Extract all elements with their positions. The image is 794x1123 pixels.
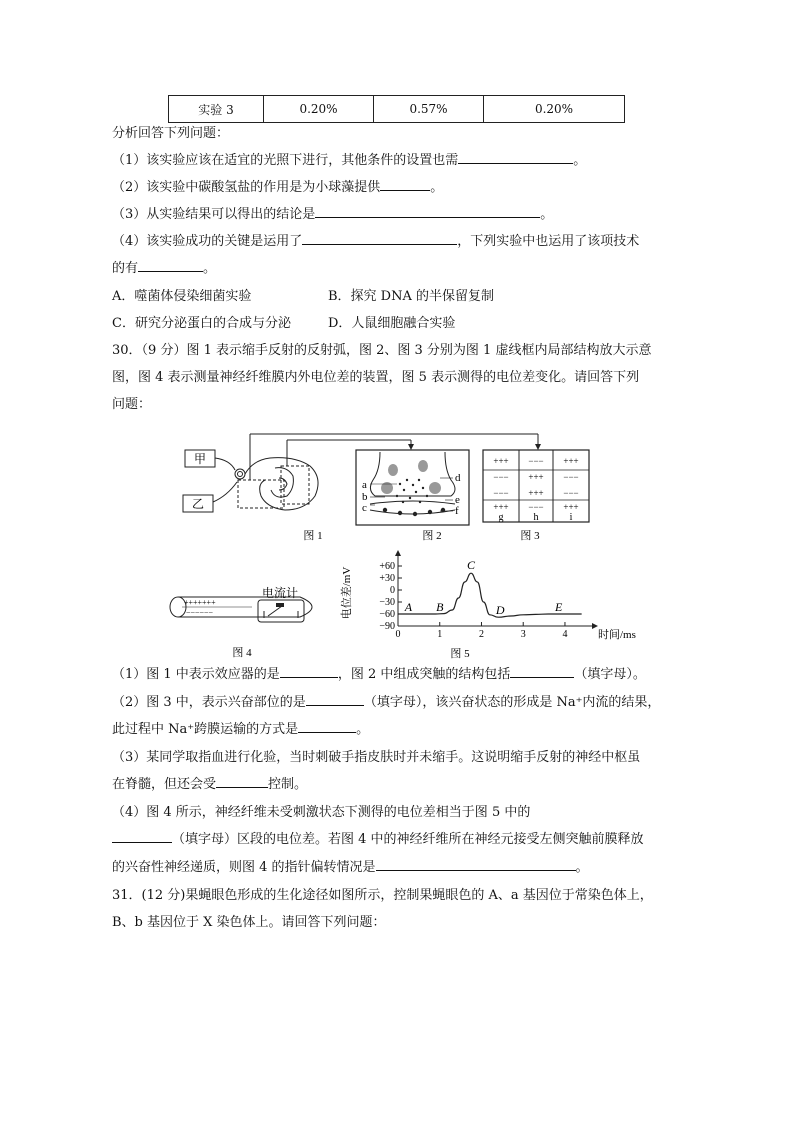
- q30-stem-line3: 问题：: [112, 397, 152, 412]
- chart-x-tick-label: 1: [437, 629, 443, 640]
- q30-3b: 在脊髓，但还会受: [112, 777, 217, 792]
- q30-2d: 。: [356, 722, 370, 737]
- q31-stem-line2: B、b 基因位于 X 染色体上。请回答下列问题：: [112, 915, 386, 930]
- table-cell: 0.57%: [374, 96, 484, 123]
- chart-xlabel: 时间/ms: [598, 629, 636, 641]
- q29-p2-end: 。: [430, 180, 444, 195]
- q29-p4-text: （4）该实验成功的关键是运用了: [112, 234, 303, 249]
- answer-blank[interactable]: [298, 718, 356, 733]
- label-jia: 甲: [193, 452, 207, 466]
- q30-part4-cont: [112, 827, 644, 853]
- option-c[interactable]: C．研究分泌蛋白的合成与分泌: [112, 316, 291, 331]
- chart-annotation: B: [436, 600, 444, 614]
- chart-annotation: C: [467, 558, 476, 573]
- charge: −−−: [493, 472, 509, 482]
- fig1-caption: 图 1: [303, 530, 323, 542]
- fig2-label-b: b: [362, 491, 368, 503]
- answer-blank[interactable]: [315, 203, 540, 218]
- charge: +++: [528, 472, 544, 482]
- fig5-caption: 图 5: [450, 648, 470, 660]
- q30-part2-cont: [112, 717, 369, 743]
- charge: −−−: [563, 488, 579, 498]
- q30-4b: （填字母）区段的电位差。若图 4 中的神经纤维所在神经元接受左侧突触前膜释放: [172, 832, 644, 847]
- chart-y-tick-label: 0: [390, 585, 395, 596]
- table-cell: 0.20%: [264, 96, 374, 123]
- q30-4c: 的兴奋性神经递质，则图 4 的指针偏转情况是: [112, 860, 376, 875]
- fig2-label-a: a: [362, 479, 367, 491]
- answer-blank[interactable]: [458, 149, 573, 164]
- q29-part4: [112, 229, 639, 255]
- answer-blank[interactable]: [280, 663, 338, 678]
- label-yi: 乙: [191, 497, 205, 511]
- q29-p4b-end: 。: [203, 261, 217, 276]
- answer-blank[interactable]: [510, 663, 574, 678]
- q29-part1: [112, 148, 586, 174]
- answer-blank[interactable]: [112, 828, 172, 843]
- table-cell: 实验 3: [169, 96, 264, 123]
- fig4-caption: 图 4: [232, 647, 252, 659]
- fig2-label-d: d: [455, 472, 461, 484]
- charge: −−−: [528, 502, 544, 512]
- chart-y-tick-label: +30: [379, 573, 395, 584]
- charge: +++: [493, 456, 509, 466]
- q30-4d: 。: [575, 860, 589, 875]
- charge: +++: [563, 502, 579, 512]
- q30-2b: （填字母），该兴奋状态的形成是 Na⁺内流的结果，: [363, 695, 661, 710]
- charge: −−−: [493, 488, 509, 498]
- q29-intro: 分析回答下列问题：: [112, 126, 230, 141]
- fig3-label-h: h: [533, 512, 539, 523]
- q30-part3-cont: [112, 772, 307, 798]
- fig4-meter-label: 电流计: [262, 586, 299, 600]
- q30-stem-line2: 图，图 4 表示测量神经纤维膜内外电位差的装置，图 5 表示测得的电位差变化。请回答下列: [112, 370, 640, 385]
- table-cell: 0.20%: [484, 96, 625, 123]
- answer-blank[interactable]: [306, 691, 364, 706]
- chart-ylabel: 电位差/mV: [341, 566, 353, 620]
- chart-x-tick-label: 4: [562, 629, 568, 640]
- charge: −−−: [528, 456, 544, 466]
- answer-blank[interactable]: [138, 257, 203, 272]
- table-row: [169, 96, 625, 123]
- chart-x-tick-label: 3: [520, 629, 526, 640]
- q29-p3-text: （3）从实验结果可以得出的结论是: [112, 207, 316, 222]
- q29-part3: [112, 202, 553, 228]
- q29-p4-end: ，下列实验中也运用了该项技术: [457, 234, 640, 249]
- fig2-label-c: c: [362, 502, 367, 514]
- fig2-label-e: e: [455, 494, 460, 506]
- results-table: [168, 95, 625, 123]
- q29-p1-end: 。: [573, 153, 587, 168]
- q29-p4b-text: 的有: [112, 261, 139, 276]
- q29-p1-text: （1）该实验应该在适宜的光照下进行，其他条件的设置也需: [112, 153, 459, 168]
- option-a[interactable]: A．噬菌体侵染细菌实验: [112, 289, 252, 304]
- chart-y-arrow: [395, 550, 401, 556]
- q30-part4-cont2: [112, 855, 589, 881]
- q30-1c: （填字母）。: [574, 667, 646, 682]
- chart-annotation: A: [404, 600, 413, 614]
- q31-stem-line1: 31．(12 分)果蝇眼色形成的生化途径如图所示，控制果蝇眼色的 A、a 基因位于常染色体上，: [112, 888, 653, 903]
- chart-y-tick-label: +60: [379, 561, 395, 572]
- figure-4-galvanometer: [160, 582, 320, 662]
- fig2-label-f: f: [455, 505, 459, 517]
- fig2-caption: 图 2: [422, 530, 442, 542]
- q30-3c: 控制。: [268, 777, 308, 792]
- figure-5-potential-chart: [340, 548, 640, 663]
- chart-x-tick-label: 0: [395, 629, 401, 640]
- q30-1b: ，图 2 中组成突触的结构包括: [337, 667, 511, 682]
- q30-part2: [112, 690, 660, 716]
- charge: +++: [493, 502, 509, 512]
- figures-1-2-3: [175, 422, 579, 547]
- chart-y-tick-label: −30: [379, 597, 395, 608]
- answer-blank[interactable]: [216, 773, 268, 788]
- figure-3-membrane-charges: [483, 450, 589, 542]
- figure-2-synapse: [356, 450, 469, 542]
- chart-x-tick-label: 2: [478, 629, 484, 640]
- fig4-minus: −−−−−−: [186, 608, 214, 617]
- q29-p2-text: （2）该实验中碳酸氢盐的作用是为小球藻提供: [112, 180, 381, 195]
- q29-part4-cont: [112, 256, 216, 282]
- option-d[interactable]: D．人鼠细胞融合实验: [328, 316, 456, 331]
- option-b[interactable]: B．探究 DNA 的半保留复制: [328, 289, 495, 304]
- fig3-label-g: g: [498, 512, 504, 523]
- charge: +++: [528, 488, 544, 498]
- fig3-label-i: i: [569, 512, 573, 523]
- fig3-caption: 图 3: [520, 530, 540, 542]
- q30-2c: 此过程中 Na⁺跨膜运输的方式是: [112, 722, 299, 737]
- charge: +++: [563, 456, 579, 466]
- q30-part3: （3）某同学取指血进行化验，当时刺破手指皮肤时并未缩手。这说明缩手反射的神经中枢虽: [112, 750, 641, 765]
- answer-blank[interactable]: [302, 230, 457, 245]
- q29-part2: [112, 175, 443, 201]
- q30-part4: （4）图 4 所示，神经纤维未受刺激状态下测得的电位差相当于图 5 中的: [112, 805, 531, 820]
- q29-p3-end: 。: [540, 207, 554, 222]
- charge: −−−: [563, 472, 579, 482]
- chart-annotation: E: [555, 600, 563, 614]
- q30-part1: [112, 662, 646, 688]
- answer-blank[interactable]: [380, 176, 430, 191]
- q30-2a: （2）图 3 中，表示兴奋部位的是: [112, 695, 306, 710]
- q30-stem-line1: 30．（9 分）图 1 表示缩手反射的反射弧，图 2、图 3 分别为图 1 虚线框内局部结构放大示意: [112, 343, 652, 358]
- chart-y-tick-label: −90: [379, 621, 395, 632]
- chart-y-tick-label: −60: [379, 609, 395, 620]
- q30-1a: （1）图 1 中表示效应器的是: [112, 667, 280, 682]
- fig4-plus-top: +++++++: [184, 598, 216, 607]
- chart-annotation: D: [495, 603, 505, 618]
- answer-blank[interactable]: [376, 856, 576, 871]
